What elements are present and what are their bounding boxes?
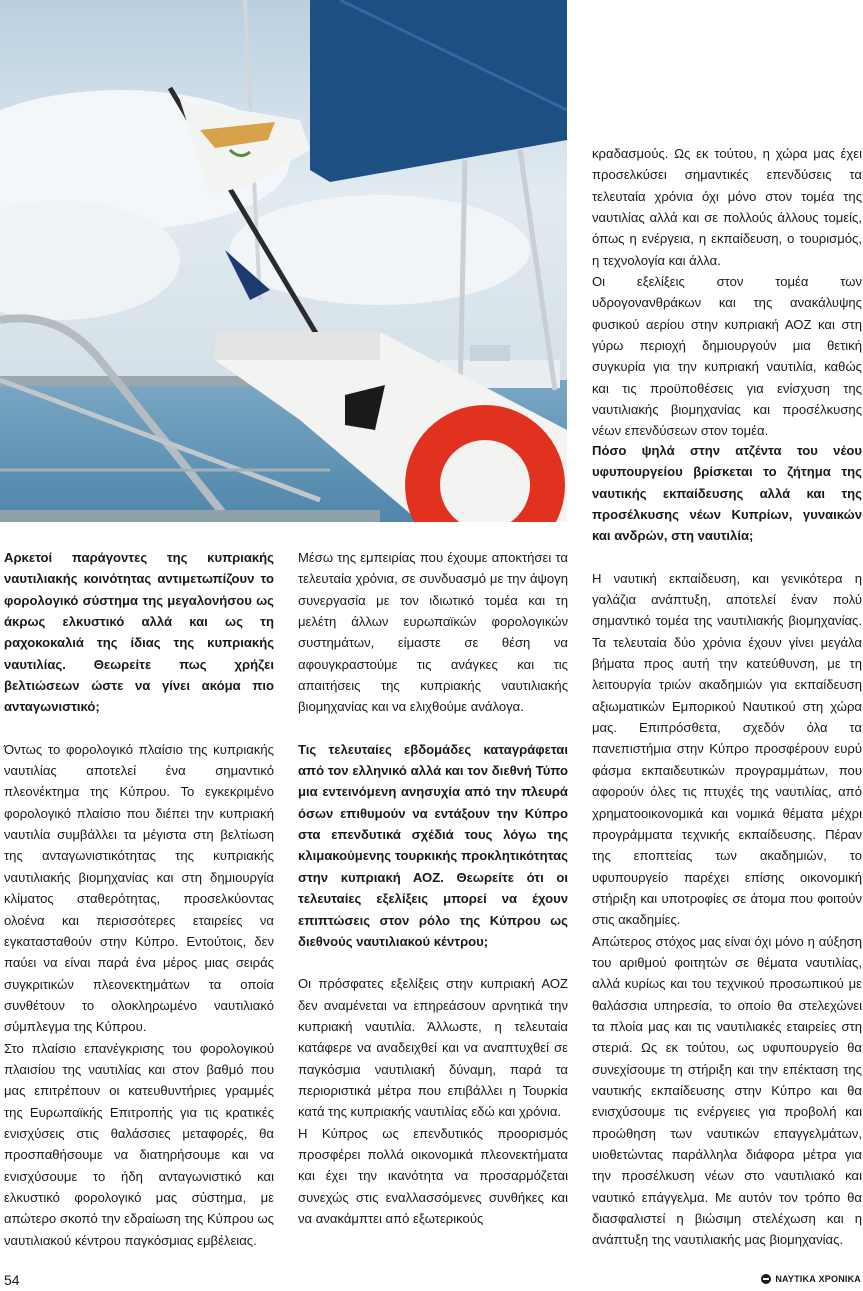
interview-question: Τις τελευταίες εβδομάδες καταγράφεται από τον ελληνικό αλλά και τον διεθνή Τύπο μια εντεινόμενη ανησυχία από την πλευρά όσων επιθυμούν να εντάξουν την Κύπρο στα επενδυτικά σχέδιά τους λόγω της κλιμακούμενης τουρκικής προκλητικότητας στην κυπριακή ΑΟΖ. Θεωρείτε ότι οι τελευταίες εξελίξεις μπορεί να έχουν επιπτώσεις στον ρόλο της Κύπρου ως διεθνούς ναυτιλιακού κέντρου; [298,741,568,949]
paragraph: κραδασμούς. Ως εκ τούτου, η χώρα μας έχει προσελκύσει σημαντικές επενδύσεις τα τελευταία χρόνια όχι μόνο στον τομέα της ναυτιλίας αλλά και σε πολλούς άλλους τομείς, όπως η ενέργεια, η εκπαίδευση, ο τουρισμός, η τεχνολογία και άλλα. [592,146,862,268]
paragraph: Στο πλαίσιο επανέγκρισης του φορολογικού πλαισίου της ναυτιλίας και στον βαθμό που μας επιτρέπουν οι κατευθυντήριες γραμμές της Ευρωπαϊκής Επιτροπής για τις κρατικές ενισχύσεις στις θαλάσσιες μεταφορές, θα προσπαθήσουμε να διατηρήσουμε και να ενισχύσουμε το ήδη ανταγωνιστικό και ελκυστικό φορολογικό μας σύστημα, με απώτερο σκοπό την εδραίωση της Κύπρου ως ναυτιλιακού κέντρου παγκόσμιας εμβέλειας. [4,1040,274,1248]
paragraph: Μέσω της εμπειρίας που έχουμε αποκτήσει τα τελευταία χρόνια, σε συνδυασμό με την άψογη συνεργασία με τον ιδιωτικό τομέα και τη μελέτη άλλων ευρωπαϊκών φορολογικών συστημάτων, είμαστε σε θέση να αφουγκραστούμε τις ανάγκες και τις απαιτήσεις της κυπριακής ναυτιλιακής βιομηχανίας και να ελιχθούμε ανάλογα. [298,550,568,715]
interview-question: Αρκετοί παράγοντες της κυπριακής ναυτιλιακής κοινότητας αντιμετωπίζουν το φορολογικό σύστημα της μεγαλονήσου ως άκρως ελκυστικό αλλά και ως τη ραχοκοκαλιά της ίδιας της κυπριακής ναυτιλίας. Θεωρείτε πως χρήζει βελτιώσεων ώστε να γίνει ακόμα πιο ανταγωνιστικό; [4,550,274,715]
publication-logo-icon [761,1274,771,1284]
column-middle [298,547,568,1229]
publication-footer [761,1274,861,1284]
paragraph: Η Κύπρος ως επενδυτικός προορισμός προσφέρει πολλά οικονομικά πλεονεκτήματα και έχει την ικανότητα να προσαρμόζεται συνεχώς στις εναλλασσόμενες συνθήκες και να ανακάμπτει από εξωτερικούς [298,1125,568,1226]
column-right [592,440,862,1251]
page-number: 54 [4,1272,20,1288]
paragraph: Απώτερος στόχος μας είναι όχι μόνο η αύξηση του αριθμού φοιτητών σε θέματα ναυτιλίας, αλλά κυρίως και του τεχνικού προσωπικού με θαλάσσια υπηρεσία, το οποίο θα στελεχώνει τα πλοία μας και τις ναυτιλιακές εταιρείες στη στεριά. Ως εκ τούτου, ως υφυπουργείο θα συνεχίσουμε τη στήριξη και την επέκταση της ναυτικής εκπαίδευσης στην Κύπρο και θα ενισχύσουμε τις ενέργειες για προβολή και προώθηση των ναυτικών επαγγελμάτων, υιοθετώντας παράλληλα διάφορα μέτρα για την προσέλκυση νέων στο ναυτιλιακό και ναυτικό επάγγελμα. Με αυτόν τον τρόπο θα διασφαλιστεί η βιώσιμη στελέχωση και η ανάπτυξη της ναυτιλιακής μας βιομηχανίας. [592,933,862,1248]
yacht-photo [0,0,567,522]
paragraph: Όντως το φορολογικό πλαίσιο της κυπριακής ναυτιλίας αποτελεί ένα σημαντικό πλεονέκτημα της Κύπρου. Το εγκεκριμένο φορολογικό πλαίσιο που διέπει την κυπριακή ναυτιλία συμβάλλει τα μέγιστα στη βελτίωση της ανταγωνιστικότητας της κυπριακής ναυτιλιακής βιομηχανίας και στη δημιουργία κλίματος σταθερότητας, προσελκύοντας ολοένα και περισσότερες εταιρείες να εγκατασταθούν στην Κύπρο. Εντούτοις, δεν παύει να είναι παρά ένα μέρος μιας σειράς συγκριτικών πλεονεκτημάτων τα οποία συνθέτουν το ολοκληρωμένο ναυτιλιακό σύμπλεγμα της Κύπρου. [4,741,274,1035]
deck-edge [0,510,380,522]
paragraph: Οι πρόσφατες εξελίξεις στην κυπριακή ΑΟΖ δεν αναμένεται να επηρεάσουν αρνητικά την κυπριακή ναυτιλία. Άλλωστε, η τελευταία κατάφερε να αναδειχθεί και να αναπτυχθεί σε παγκόσμια ναυτιλιακή δύναμη, παρά τα περιοριστικά μέτρα που επιβάλλει η Τουρκία κατά της κυπριακής ναυτιλίας εδώ και χρόνια. [298,976,568,1120]
column-left [4,547,274,1251]
yacht-deck-with-cyprus-flag-photo [0,0,567,522]
interview-question: Πόσο ψηλά στην ατζέντα του νέου υφυπουργείου βρίσκεται το ζήτημα της ναυτικής εκπαίδευσης αλλά και της προσέλκυσης νέων Κυπρίων, γυναικών και ανδρών, στη ναυτιλία; [592,443,862,544]
column-right-top [592,143,862,442]
cloud [230,195,530,305]
bow-top [215,332,380,360]
paragraph: Οι εξελίξεις στον τομέα των υδρογονανθράκων και της ανακάλυψης φυσικού αερίου στην κυπριακή ΑΟΖ και στη γύρω περιοχή δημιουργούν μια θετική συγκυρία για την κυπριακή ναυτιλία, καθώς και τις προϋποθέσεις για ενίσχυση της ναυτιλιακής βιομηχανίας και προσέλκυσης νέων επενδύσεων στον τομέα. [592,274,862,439]
paragraph: Η ναυτική εκπαίδευση, και γενικότερα η γαλάζια ανάπτυξη, αποτελεί έναν πολύ σημαντικό τομέα της ναυτιλιακής βιομηχανίας. Τα τελευταία δύο χρόνια έχουν γίνει μεγάλα βήματα προς αυτή την κατεύθυνση, με τη λειτουργία τριών ακαδημιών για εκπαίδευση αξιωματικών Εμπορικού Ναυτικού στη χώρα μας. Επιπρόσθετα, σχεδόν όλα τα πανεπιστήμια στην Κύπρο προσφέρουν ευρύ φάσμα εκπαιδευτικών προγραμμάτων, που αφορούν όλες τις πτυχές της ναυτιλίας, από χρηματοοικονομικά και νομικά θέματα μέχρι προγράμματα τεχνικής εκπαίδευσης. Πέραν της εποπτείας των ακαδημιών, το υφυπουργείο παρέχει επίσης οικονομική στήριξη και υποτροφίες σε άτομα που φοιτούν στις ακαδημίες. [592,570,862,928]
publication-name: ΝΑΥΤΙΚΑ ΧΡΟΝΙΚΑ [775,1274,861,1284]
distant-ship-bridge [470,345,510,361]
